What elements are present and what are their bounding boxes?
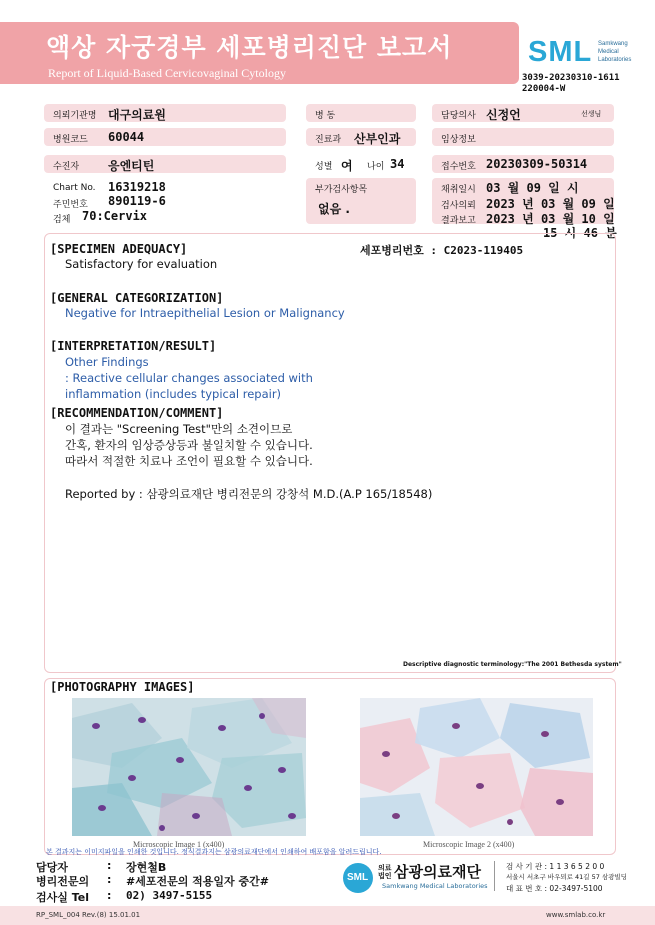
cytology-number: 세포병리번호 : C2023-119405 — [360, 244, 524, 257]
recommendation-heading: [RECOMMENDATION/COMMENT] — [50, 406, 224, 420]
org-prefix: 의료 법인 — [378, 864, 392, 880]
recommendation-line: 간혹, 환자의 임상증상등과 불일치할 수 있습니다. — [65, 438, 313, 452]
colon: : — [107, 889, 112, 902]
sml-logo: SML — [528, 36, 593, 68]
hospital-value: 대구의료원 — [108, 108, 166, 122]
sml-emblem-icon: SML — [343, 863, 373, 893]
staff-label: 담당자 — [36, 861, 68, 874]
code-value: 60044 — [108, 130, 145, 144]
extra-value: 없음 . — [318, 202, 350, 216]
recommendation-line: 이 결과는 "Screening Test"만의 소견이므로 — [65, 422, 293, 436]
colon: : — [107, 873, 112, 886]
adequacy-text: Satisfactory for evaluation — [65, 257, 218, 271]
image-1-caption: Microscopic Image 1 (x400) — [133, 840, 225, 849]
tel-label: 검사실 Tel — [36, 891, 89, 904]
interp-line: inflammation (includes typical repair) — [65, 387, 282, 401]
interp-heading: [INTERPRETATION/RESULT] — [50, 339, 217, 353]
pathologist-value: #세포전문의 적용일자 중간# — [126, 875, 269, 888]
colon: : — [107, 859, 112, 872]
microscopic-image-1 — [72, 698, 306, 836]
report-subtitle: Report of Liquid-Based Cervicovaginal Cytology — [48, 66, 286, 80]
staff-value: 장현철B — [126, 861, 167, 874]
request-value: 2023 년 03 월 09 일 — [486, 197, 615, 211]
doctor-suffix: 선생님 — [581, 110, 602, 118]
hospital-label: 의뢰기관명 — [53, 111, 97, 121]
ward-label: 병 동 — [315, 111, 336, 121]
interp-line: : Reactive cellular changes associated with — [65, 371, 313, 385]
photo-heading: [PHOTOGRAPHY IMAGES] — [50, 680, 195, 694]
tel-value: 02) 3497-5155 — [126, 889, 213, 902]
collect-label: 채취일시 — [441, 185, 476, 195]
form-number: RP_SML_004 Rev.(8) 15.01.01 — [36, 911, 141, 919]
request-label: 검사의뢰 — [441, 201, 476, 211]
reported-by: Reported by : 삼광의료재단 병리전문의 강창석 M.D.(A.P 165/18548) — [65, 487, 433, 501]
result-time: 15 시 46 분 — [543, 226, 617, 240]
age-value: 34 — [390, 157, 405, 171]
patient-field — [44, 155, 286, 173]
id-value: 890119-6 — [108, 194, 166, 208]
chart-label: Chart No. — [53, 183, 96, 193]
id-label: 주민번호 — [53, 200, 88, 210]
code-label: 병원코드 — [53, 135, 88, 145]
terminology-note: Descriptive diagnostic terminology:"The 2001 Bethesda system" — [403, 661, 622, 668]
general-heading: [GENERAL CATEGORIZATION] — [50, 291, 224, 305]
patient-label: 수진자 — [53, 162, 80, 172]
chart-value: 16319218 — [108, 180, 166, 194]
doctor-value: 신정언 — [486, 108, 521, 122]
org-name: 삼광의료재단 — [394, 863, 481, 881]
sex-label: 성별 — [315, 162, 333, 172]
adequacy-heading: [SPECIMEN ADEQUACY] — [50, 242, 188, 256]
collect-value: 03 월 09 일 시 — [486, 181, 579, 195]
extra-label: 부가검사항목 — [315, 185, 368, 195]
print-notice: 본 결과지는 이미지파일을 인쇄한 것입니다. 정식결과지는 삼광의료재단에서 인쇄하여 배포함을 알려드립니다. — [46, 848, 382, 856]
result-value: 2023 년 03 월 10 일 — [486, 212, 615, 226]
test-value: 70:Cervix — [82, 209, 148, 223]
microscopic-image-2 — [360, 698, 593, 836]
receipt-value: 20230309-50314 — [486, 157, 588, 171]
clinical-label: 임상정보 — [441, 135, 476, 145]
org-name-en: Samkwang Medical Laboratories — [382, 882, 488, 890]
pathologist-label: 병리전문의 — [36, 875, 90, 888]
report-number: 3039-20230310-1611 220004-W — [522, 73, 620, 94]
dept-value: 산부인과 — [354, 132, 401, 146]
patient-value: 응엔티틴 — [108, 159, 155, 173]
website: www.smlab.co.kr — [546, 911, 606, 919]
report-title: 액상 자궁경부 세포병리진단 보고서 — [46, 33, 453, 62]
sex-value: 여 — [341, 159, 353, 173]
receipt-label: 접수번호 — [441, 162, 476, 172]
org-info: 검 사 기 관 : 1 1 3 6 5 2 0 0 서울시 서초구 바우뫼로 41길 57 삼광빌딩 대 표 번 호 : 02-3497-5100 — [506, 862, 628, 893]
footer-divider — [494, 861, 495, 891]
age-label: 나이 — [367, 162, 385, 172]
result-label: 결과보고 — [441, 216, 476, 226]
interp-line: Other Findings — [65, 355, 149, 369]
recommendation-line: 따라서 적절한 치료나 조언이 필요할 수 있습니다. — [65, 454, 313, 468]
image-2-caption: Microscopic Image 2 (x400) — [423, 840, 515, 849]
test-label: 검체 — [53, 215, 71, 225]
sml-logo-sub: Samkwang Medical Laboratories — [598, 41, 632, 63]
general-text: Negative for Intraepithelial Lesion or Malignancy — [65, 306, 345, 320]
doctor-label: 담당의사 — [441, 111, 476, 121]
dept-label: 진료과 — [315, 135, 342, 145]
